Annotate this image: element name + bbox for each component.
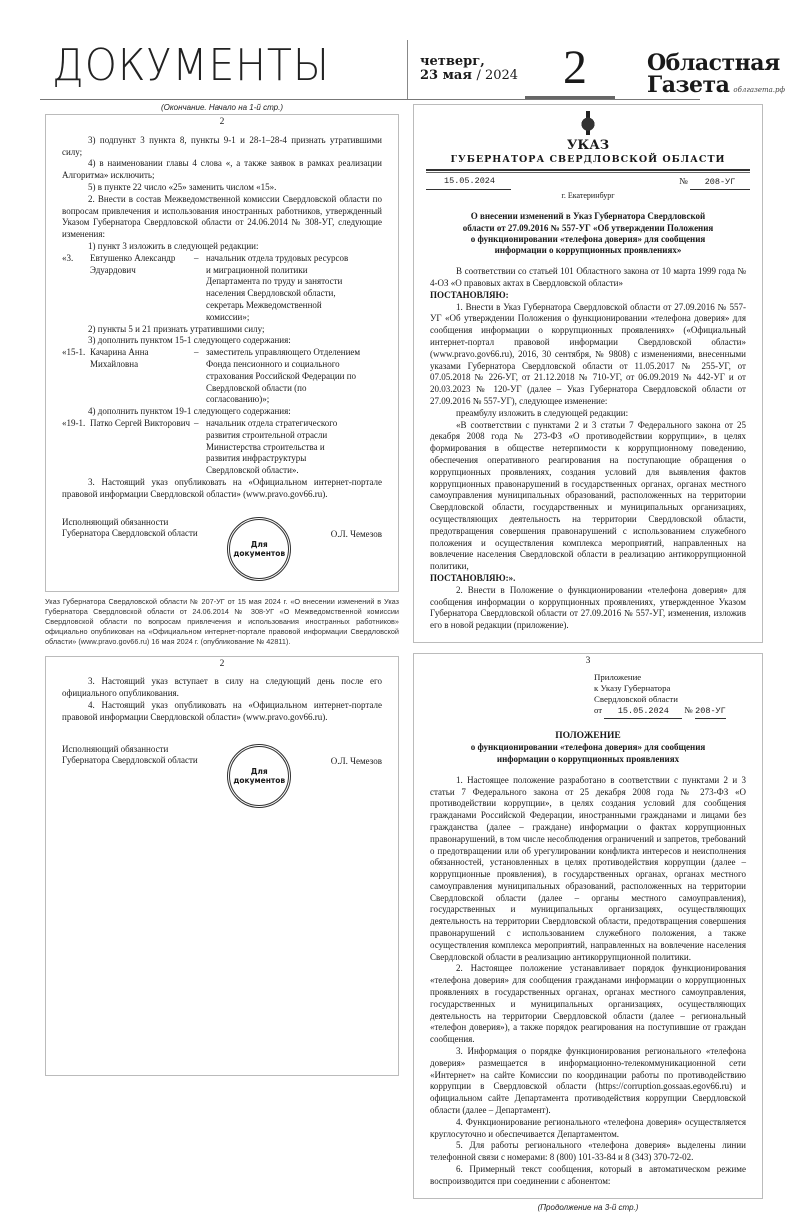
date-year: / 2024 bbox=[476, 68, 519, 83]
decree-city: г. Екатеринбург bbox=[561, 190, 615, 200]
preamble: В соответствии со статьей 101 Областного закона от 10 марта 1999 года № 4-ОЗ «О правовых актах в Свердловской области» bbox=[430, 266, 746, 288]
paragraph: 1. Внести в Указ Губернатора Свердловской области от 27.09.2016 № 557-УГ «Об утверждении Положения о функционировании «телефона доверия» для сообщения информации о коррупционных проявлениях» («Официальный интернет-портал правовой информации Свердловской области» (www.pravo.gov66.ru), 2016, 30 сентября, № 9808) с изменениями, внесенными указами Губернатора Свердловской области от 11.05.2017 № 255-УГ, от 07.05.2018 № 226-УГ, от 21.12.2018 № 710-УГ, от 06.09.2019 № 442-УГ и от 20.03.2023 № 120-УГ (далее – Указ Губернатора Свердловской области от 27.09.2016 № 557-УГ), следующее изменение: bbox=[430, 301, 746, 406]
left-column bbox=[45, 103, 399, 1076]
paragraph: 5. Для работы регионального «телефона доверия» выделены линии телефонной связи с номерами: 8 (800) 101-33-84 и 8 (343) 370-72-02. bbox=[430, 1140, 746, 1163]
header-rule bbox=[40, 99, 700, 100]
paragraph: 1) пункт 3 изложить в следующей редакции: bbox=[88, 240, 259, 251]
paragraph: 2. Настоящее положение устанавливает порядок функционирования «телефона доверия» для сообщения гражданами информации о коррупционных проявлениях в государственных органах, органах местного самоуправления, государственных и муниципальных организациях, осуществляющих деятельность на территории Свердловской области (далее – региональный «телефон доверия»), а также порядок реагирования на поступившие от граждан сообщения. bbox=[430, 963, 746, 1045]
issue-date bbox=[420, 55, 518, 83]
decree-208-page bbox=[413, 104, 763, 643]
logo-line2: Газета bbox=[647, 72, 730, 98]
signer-role: Исполняющий обязанности bbox=[62, 743, 169, 754]
continued-caption: (Окончание. Начало на 1-й стр.) bbox=[161, 103, 283, 112]
decree-date: 15.05.2024 bbox=[426, 176, 511, 190]
regulation-subtitle: о функционировании «телефона доверия» для сообщения информации о коррупционных проявлениях bbox=[470, 742, 706, 764]
paragraph: 4) в наименовании главы 4 слова «, а также заявок в рамках реализации Алгоритма» исключить; bbox=[62, 158, 382, 181]
stamp: Для документов bbox=[227, 517, 291, 581]
logo-site: облгазета.рф bbox=[733, 86, 785, 94]
regulation-title: ПОЛОЖЕНИЕ bbox=[555, 730, 621, 741]
signer-name: О.Л. Чемезов bbox=[330, 528, 382, 539]
dash: – bbox=[194, 252, 199, 263]
decree-207-page bbox=[45, 114, 399, 592]
annex-number: 208-УГ bbox=[695, 706, 726, 718]
signer-role: Губернатора Свердловской области bbox=[62, 755, 198, 766]
decree-heading: О внесении изменений в Указ Губернатора Свердловской области от 27.09.2016 № 557-УГ «Об утверждении Положения о функционировании «телефона доверия» для сообщения информации о коррупционных проявлениях» bbox=[462, 211, 714, 255]
weekday: четверг, bbox=[420, 54, 485, 69]
annex-from: от bbox=[594, 705, 603, 716]
dash: – bbox=[194, 347, 199, 358]
paragraph: 3) подпункт 3 пункта 8, пункты 9-1 и 28-1–28-4 признать утратившими силу; bbox=[62, 134, 382, 157]
paragraph: 3. Настоящий указ опубликовать на «Официальном интернет-портале правовой информации Свердловской области» (www.pravo.gov66.ru). bbox=[62, 476, 382, 499]
page-number: 2 bbox=[563, 41, 587, 94]
number-label: № bbox=[684, 705, 693, 716]
signature-block bbox=[62, 744, 382, 808]
paragraph: 4. Настоящий указ опубликовать на «Официальном интернет-портале правовой информации Свердловской области» (www.pravo.gov66.ru). bbox=[62, 699, 382, 722]
doc-page-number: 3 bbox=[585, 655, 591, 666]
section-title: ДОКУМЕНТЫ bbox=[52, 40, 330, 91]
doc-page-number: 2 bbox=[219, 117, 225, 127]
decree-number: 208-УГ bbox=[690, 177, 750, 190]
paragraph: 5) в пункте 22 число «25» заменить числом «15». bbox=[88, 181, 277, 192]
stamp: Для документов bbox=[227, 744, 291, 808]
paragraph: «В соответствии с пунктами 2 и 3 статьи 7 Федерального закона от 25 декабря 2008 года № 273-ФЗ «О противодействии коррупции», в целях формирования в обществе нетерпимости к коррупционному поведению, обеспечения оперативного реагирования на поступающие обращения о коррупционных проявлениях, создания условий для выявления фактов коррупционных правонарушений в государственных органах, органах местного самоуправления муниципальных образований, расположенных на территории Свердловской области, государственных и муниципальных организациях, осуществляющих деятельность на территории Свердловской области, предотвращения совершения правонарушений с использованием служебного положения и осуществления комплекса мероприятий, направленных на вовлечение населения Свердловской области в реализацию антикоррупционной политики, bbox=[430, 419, 746, 572]
decree-resolves: ПОСТАНОВЛЯЮ: bbox=[430, 289, 509, 300]
decree-resolves: ПОСТАНОВЛЯЮ:». bbox=[430, 572, 516, 583]
coat-of-arms-icon bbox=[575, 111, 601, 135]
logo-line1: Областная bbox=[647, 50, 780, 76]
paragraph: преамбулу изложить в следующей редакции: bbox=[456, 407, 629, 418]
number-label: № bbox=[679, 175, 688, 186]
paragraph: 4) дополнить пунктом 19-1 следующего содержания: bbox=[88, 406, 291, 417]
annex-line: Свердловской области bbox=[594, 694, 678, 705]
header-divider bbox=[407, 40, 408, 100]
signature-block bbox=[62, 517, 382, 581]
decree-title: УКАЗ bbox=[566, 138, 610, 153]
newspaper-logo bbox=[647, 52, 785, 101]
doc-page-number: 2 bbox=[219, 658, 225, 669]
paragraph: 6. Примерный текст сообщения, который в автоматическом режиме воспроизводится при соединении с абонентом: bbox=[430, 1164, 746, 1186]
paragraph: 3. Информация о порядке функционирования регионального «телефона доверия» размещается в информационно-телекоммуникационной сети «Интернет» на сайте Комиссии по координации работы по противодействию коррупции в Свердловской области (https://corruption.gossaas.egov66.ru) и официальном сайте Департамента противодействия коррупции Свердловской области (далее – Департамент). bbox=[430, 1046, 746, 1116]
decree-issuer: ГУБЕРНАТОРА СВЕРДЛОВСКОЙ ОБЛАСТИ bbox=[450, 154, 726, 165]
continued-caption: (Продолжение на 3-й стр.) bbox=[537, 1202, 639, 1212]
member-name: Патко Сергей Викторович bbox=[90, 417, 191, 428]
publication-footnote: Указ Губернатора Свердловской области № 207-УГ от 15 мая 2024 г. «О внесении изменений в Указ Губернатора Свердловской области от 24.06.2014 № 308-УГ «О Межведомственной комиссии Свердловской области по вопросам привлечения и использования иностранных работников» официально опубликован на «Официальном интернет-портале правовой информации Свердловской области» (www.pravo.gov66.ru) 16 мая 2024 г. (опубликование № 42811). bbox=[45, 596, 399, 647]
annex-line: Приложение bbox=[594, 671, 642, 682]
right-column bbox=[413, 104, 763, 1212]
member-name: Качарина Анна Михайловна bbox=[90, 347, 149, 369]
annex-line: к Указу Губернатора bbox=[594, 682, 671, 693]
member-position: заместитель управляющего Отделением Фонда пенсионного и социального страхования Российской Федерации по Свердловской области (по согласованию)»; bbox=[206, 347, 361, 405]
paragraph: 1. Настоящее положение разработано в соответствии с пунктами 2 и 3 статьи 7 Федерального закона от 25 декабря 2008 года № 273-ФЗ «О противодействии коррупции», в целях создания условий для сообщения гражданами Российской Федерации, иностранными гражданами и лицами без гражданства (далее – граждане) информации о фактах коррупционных правонарушений, в том числе несоблюдения ограничений и запретов, требований о предотвращении или об урегулировании конфликта интересов и неисполнения обязанностей, установленных в целях противодействия коррупции (далее – коррупционные проявления), в государственных органах, органах местного самоуправления муниципальных образований, расположенных на территории Свердловской области (далее – органы местного самоуправления), государственных и муниципальных организациях, осуществляющих деятельность на территории Свердловской области, предотвращения совершения правонарушений с использованием служебного положения, а также осуществления комплекса мероприятий, направленных на вовлечение населения Свердловской области в реализацию антикоррупционной политики. bbox=[430, 774, 746, 962]
member-number: «3. bbox=[62, 252, 74, 263]
signer-name: О.Л. Чемезов bbox=[330, 755, 382, 766]
regulation-page bbox=[413, 653, 763, 1199]
signer-role: Исполняющий обязанности bbox=[62, 516, 169, 527]
signer-role: Губернатора Свердловской области bbox=[62, 528, 198, 539]
member-number: «19-1. bbox=[62, 417, 86, 428]
paragraph: 3) дополнить пунктом 15-1 следующего содержания: bbox=[88, 335, 291, 346]
member-row bbox=[62, 347, 382, 406]
member-position: начальник отдела трудовых ресурсов и миграционной политики Департамента по труду и занятости населения Свердловской области, секретарь Межведомственной комиссии»; bbox=[206, 252, 349, 322]
member-position: начальник отдела стратегического развития строительной отрасли Министерства строительства и развития инфраструктуры Свердловской области». bbox=[206, 417, 338, 476]
annex-header bbox=[594, 672, 746, 719]
member-number: «15-1. bbox=[62, 347, 86, 358]
paragraph: 2) пункты 5 и 21 признать утратившими силу; bbox=[88, 323, 265, 334]
member-row bbox=[62, 253, 382, 324]
paragraph: 2. Внести в Положение о функционировании «телефона доверия» для сообщения информации о коррупционных проявлениях, утвержденное Указом Губернатора Свердловской области от 27.09.2016 № 557-УГ, изменения, изложив его в новой редакции (приложение). bbox=[430, 584, 746, 631]
decree-207-page-end bbox=[45, 656, 399, 1076]
paragraph: 4. Функционирование регионального «телефона доверия» осуществляется круглосуточно и обеспечивается Департаментом. bbox=[430, 1116, 746, 1139]
member-name: Евтушенко Александр Эдуардович bbox=[90, 252, 176, 275]
paragraph: 3. Настоящий указ вступает в силу на следующий день после его официального опубликования. bbox=[62, 676, 382, 699]
member-row bbox=[62, 418, 382, 477]
paragraph: 2. Внести в состав Межведомственной комиссии Свердловской области по вопросам привлечения и использования иностранных работников, утвержденный Указом Губернатора Свердловской области от 24.06.2014 № 308-УГ, следующие изменения: bbox=[62, 193, 382, 240]
dash: – bbox=[194, 417, 199, 428]
annex-date: 15.05.2024 bbox=[604, 706, 682, 718]
date-day: 23 мая bbox=[420, 68, 472, 83]
